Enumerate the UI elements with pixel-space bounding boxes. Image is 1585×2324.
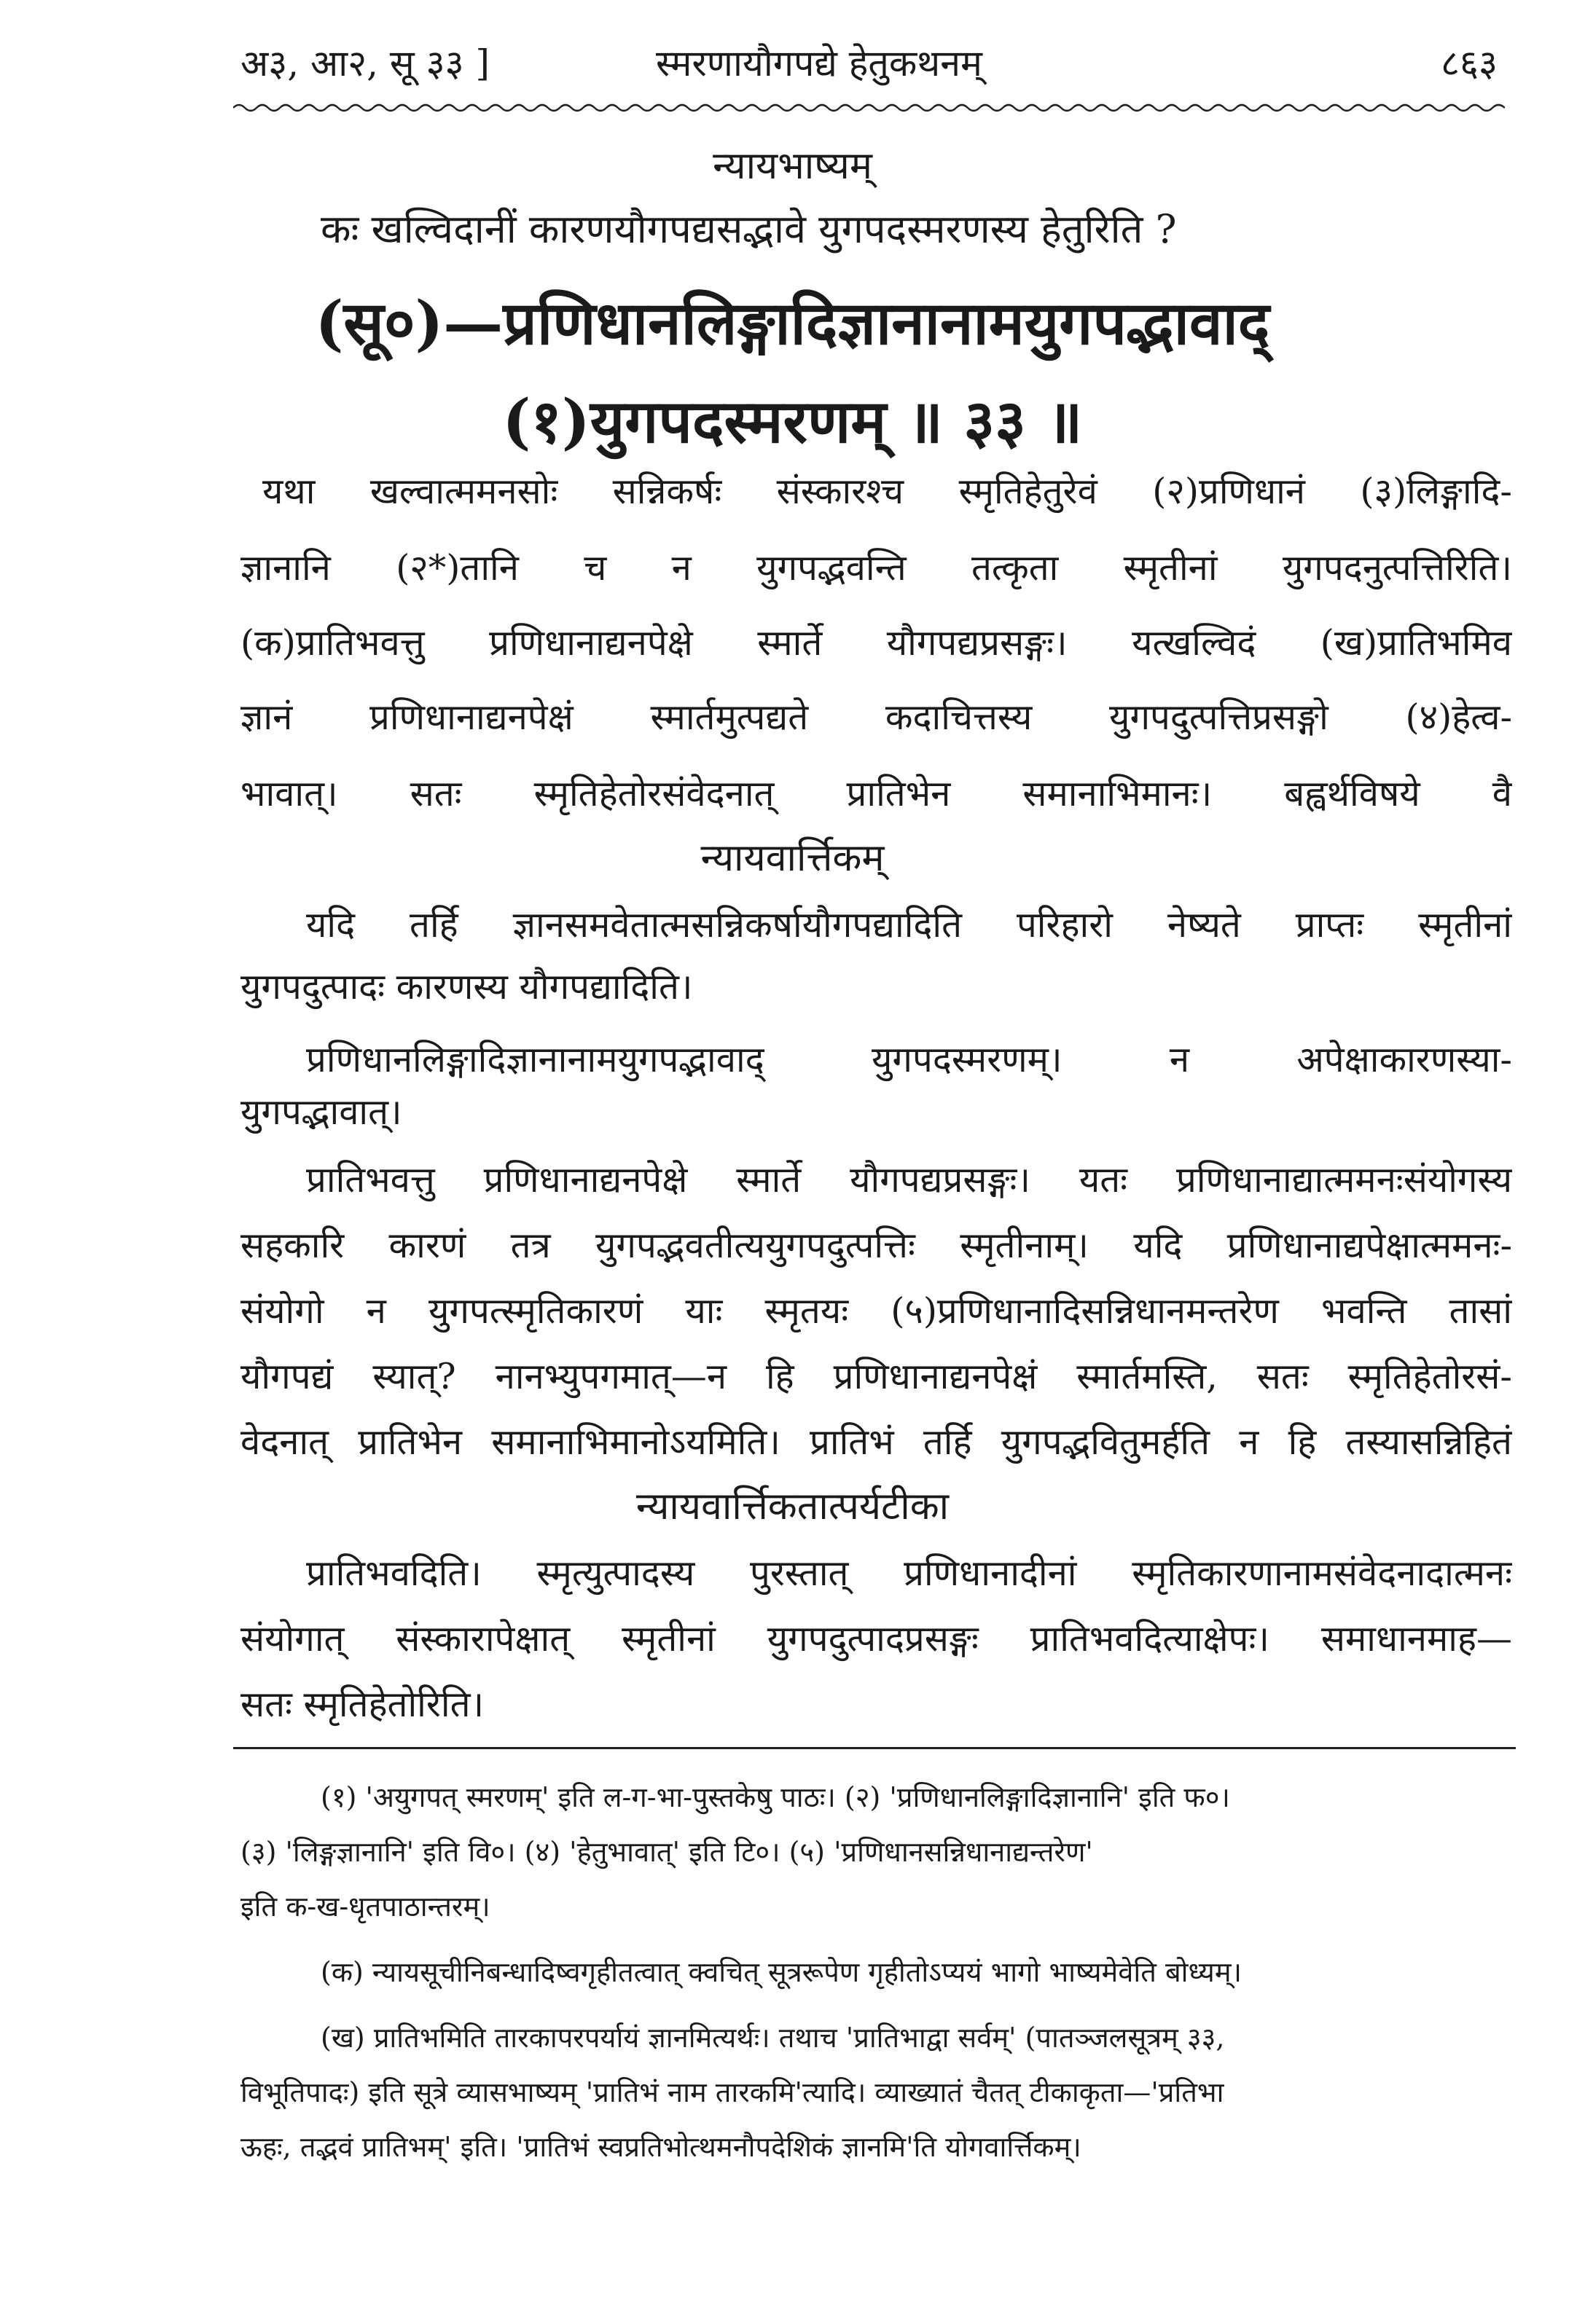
- bhashya-line: भावात्। सतः स्मृतिहेतोरसंवेदनात् प्रातिभेन समानाभिमानः। बह्वर्थविषये वै: [240, 773, 1512, 814]
- section-heading-varttika: न्यायवार्त्तिकम्: [700, 836, 885, 880]
- footnote-line: (ख) प्रातिभमिति तारकापरपर्यायं ज्ञानमित्यर्थः। तथाच 'प्रातिभाद्वा सर्वम्' (पातञ्जलसूत्रम् ३३,: [321, 2022, 1225, 2054]
- varttika-line: यौगपद्यं स्यात्? नानभ्युपगमात्—न हि प्रणिधानाद्यनपेक्षं स्मार्तमस्ति, सतः स्मृतिहेतोरसं-: [240, 1356, 1512, 1397]
- wavy-header-rule: [233, 101, 1505, 115]
- section-heading-bhashya: न्यायभाष्यम्: [713, 144, 872, 188]
- header-reference: अ३, आ२, सू ३३ ]: [240, 42, 490, 85]
- tika-line: संयोगात् संस्कारापेक्षात् स्मृतीनां युगपदुत्पादप्रसङ्गः प्रातिभवदित्याक्षेपः। समाधानमाह—: [240, 1618, 1512, 1660]
- tika-line: प्रातिभवदिति। स्मृत्युत्पादस्य पुरस्तात् प्रणिधानादीनां स्मृतिकारणानामसंवेदनादात्मनः: [306, 1552, 1512, 1594]
- varttika-line: प्रणिधानलिङ्गादिज्ञानानामयुगपद्भावाद् युगपदस्मरणम्। न अपेक्षाकारणस्या-: [306, 1039, 1512, 1080]
- bhashya-line: ज्ञानं प्रणिधानाद्यनपेक्षं स्मार्तमुत्पद्यते कदाचित्तस्य युगपदुत्पत्तिप्रसङ्गो (४)हेत्व-: [240, 696, 1512, 738]
- footnote-line: इति क-ख-धृतपाठान्तरम्।: [240, 1891, 490, 1923]
- footnote-line: (क) न्यायसूचीनिबन्धादिष्वगृहीतत्वात् क्वचित् सूत्ररूपेण गृहीतोऽप्ययं भागो भाष्यमेवेति बोध्यम्।: [321, 1956, 1242, 1988]
- section-heading-tika: न्यायवार्त्तिकतात्पर्यटीका: [635, 1485, 950, 1528]
- page-number: ८६३: [1441, 42, 1498, 85]
- varttika-line: संयोगो न युगपत्स्मृतिकारणं याः स्मृतयः (५)प्रणिधानादिसन्निधानमन्तरेण भवन्ति तासां: [240, 1290, 1512, 1332]
- varttika-line: यदि तर्हि ज्ञानसमवेतात्मसन्निकर्षायौगपद्यादिति परिहारो नेष्यते प्राप्तः स्मृतीनां: [306, 904, 1512, 946]
- sutra-line-2: (१)युगपदस्मरणम् ॥ ३३ ॥: [502, 387, 1083, 457]
- bhashya-intro: कः खल्विदानीं कारणयौगपद्यसद्भावे युगपदस्मरणस्य हेतुरिति ?: [321, 206, 1177, 252]
- footnote-line: (३) 'लिङ्गज्ञानानि' इति वि०। (४) 'हेतुभावात्' इति टि०। (५) 'प्रणिधानसन्निधानाद्यन्तरेण': [240, 1836, 1093, 1868]
- running-header: [240, 31, 1498, 96]
- varttika-line: युगपदुत्पादः कारणस्य यौगपद्यादिति।: [240, 966, 693, 1008]
- bhashya-line: ज्ञानानि (२*)तानि च न युगपद्भवन्ति तत्कृता स्मृतीनां युगपदनुत्पत्तिरिति।: [240, 547, 1512, 589]
- footnote-rule: [233, 1747, 1516, 1749]
- footnote-line: (१) 'अयुगपत् स्मरणम्' इति ल-ग-भा-पुस्तकेषु पाठः। (२) 'प्रणिधानलिङ्गादिज्ञानानि' इति फ०।: [321, 1781, 1230, 1813]
- sutra-line-1: (सू०)—प्रणिधानलिङ्गादिज्ञानानामयुगपद्भावाद्: [315, 288, 1270, 358]
- header-topic: स्मरणायौगपद्ये हेतुकथनम्: [656, 42, 982, 85]
- varttika-line: प्रातिभवत्तु प्रणिधानाद्यनपेक्षे स्मार्ते यौगपद्यप्रसङ्गः। यतः प्रणिधानाद्यात्ममनःसंयोगस्य: [306, 1159, 1512, 1201]
- varttika-line: युगपद्भावात्।: [240, 1091, 402, 1133]
- footnote-line: ऊहः, तद्भवं प्रातिभम्' इति। 'प्रातिभं स्वप्रतिभोत्थमनौपदेशिकं ज्ञानमि'ति योगवार्त्तिकम्।: [240, 2131, 1081, 2163]
- varttika-line: सहकारि कारणं तत्र युगपद्भवतीत्ययुगपदुत्पत्तिः स्मृतीनाम्। यदि प्रणिधानाद्यपेक्षात्ममनः-: [240, 1225, 1512, 1266]
- tika-line: सतः स्मृतिहेतोरिति।: [240, 1684, 485, 1725]
- bhashya-line: यथा खल्वात्ममनसोः सन्निकर्षः संस्कारश्च स्मृतिहेतुरेवं (२)प्रणिधानं (३)लिङ्गादि-: [262, 471, 1512, 512]
- footnote-line: विभूतिपादः) इति सूत्रे व्यासभाष्यम् 'प्रातिभं नाम तारकमि'त्यादि। व्याख्यातं चैतत् टीकाकृता—'प्रतिभा: [240, 2076, 1224, 2108]
- bhashya-line: (क)प्रातिभवत्तु प्रणिधानाद्यनपेक्षे स्मार्ते यौगपद्यप्रसङ्गः। यत्खल्विदं (ख)प्रातिभमिव: [240, 622, 1512, 664]
- varttika-line: वेदनात् प्रातिभेन समानाभिमानोऽयमिति। प्रातिभं तर्हि युगपद्भवितुमर्हति न हि तस्यासन्निहितं: [240, 1421, 1512, 1463]
